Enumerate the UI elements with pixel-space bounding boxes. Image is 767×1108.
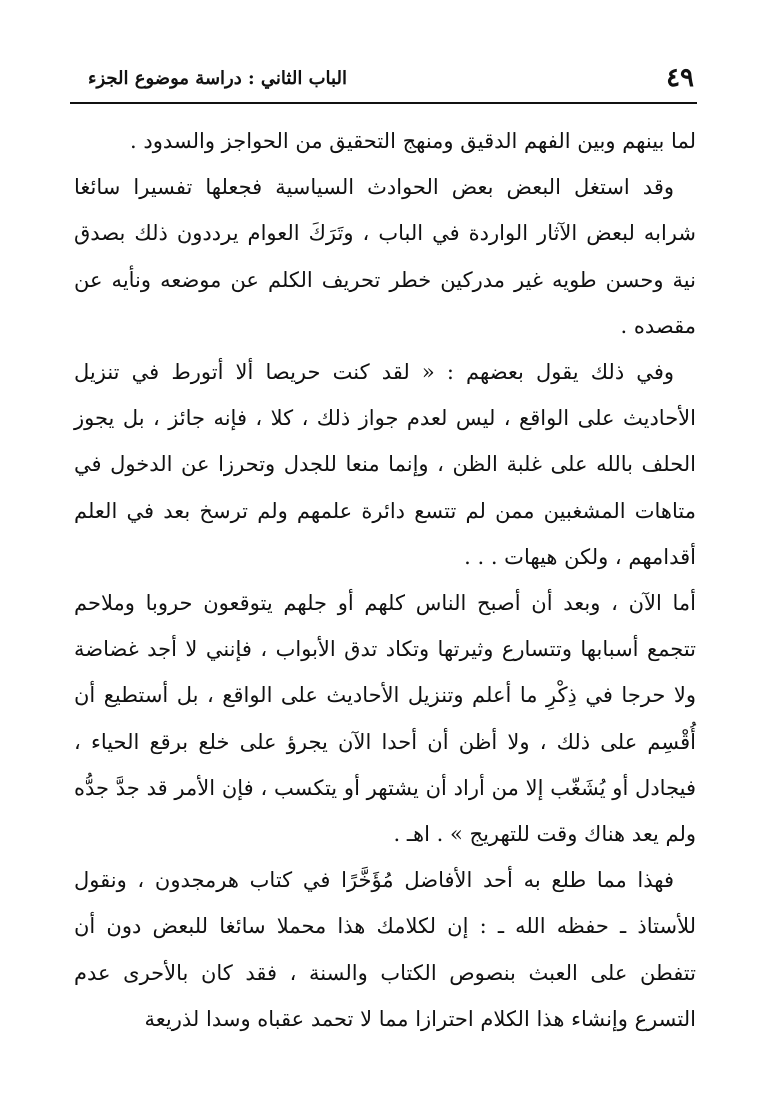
page-body [74,118,696,1042]
paragraph: وفي ذلك يقول بعضهم : « لقد كنت حريصا ألا أتورط في تنزيل الأحاديث على الواقع ، ليس لعدم جواز ذلك ، كلا ، فإنه جائز ، بل يجوز الحلف بالله على غلبة الظن ، وإنما منعا للجدل وتحرزا عن الدخول في متاهات المشغبين ممن لم تتسع دائرة علمهم ولم ترسخ بعد في العلم أقدامهم ، ولكن هيهات . . . [74,360,696,569]
header-rule [70,102,697,104]
paragraph: لما بينهم وبين الفهم الدقيق ومنهج التحقيق من الحواجز والسدود . [130,129,696,153]
paragraph: وقد استغل البعض بعض الحوادث السياسية فجعلها تفسيرا سائغا شرابه لبعض الآثار الواردة في الباب ، وتَرَكَ العوام يرددون ذلك بصدق نية وحسن طويه غير مدركين خطر تحريف الكلم عن موضعه ونأيه عن مقصده . [74,175,696,338]
paragraph: فهذا مما طلع به أحد الأفاضل مُؤَخَّرًا في كتاب هرمجدون ، ونقول للأستاذ ـ حفظه الله ـ : إن لكلامك هذا محملا سائغا للبعض دون أن تتفطن على العبث بنصوص الكتاب والسنة ، فقد كان بالأحرى عدم التسرع وإنشاء هذا الكلام احترازا مما لا تحمد عقباه وسدا لذريعة [74,868,696,1031]
paragraph: أما الآن ، وبعد أن أصبح الناس كلهم أو جلهم يتوقعون حروبا وملاحم تتجمع أسبابها وتتسارع وثيرتها وتكاد تدق الأبواب ، فإنني لا أجد غضاضة ولا حرجا في ذِكْرِ ما أعلم وتنزيل الأحاديث على الواقع ، بل أستطيع أن أُقْسِم على ذلك ، ولا أظن أن أحدا الآن يجرؤ على خلع برقع الحياء ، فيجادل أو يُشَغّب إلا من أراد أن يشتهر أو يتكسب ، فإن الأمر قد جدَّ جدُّه ولم يعد هناك وقت للتهريج » . اهـ . [74,591,696,847]
running-title: الباب الثاني : دراسة موضوع الجزء [88,67,347,89]
page-header [88,58,694,98]
page-number: ٤٩ [666,63,694,93]
